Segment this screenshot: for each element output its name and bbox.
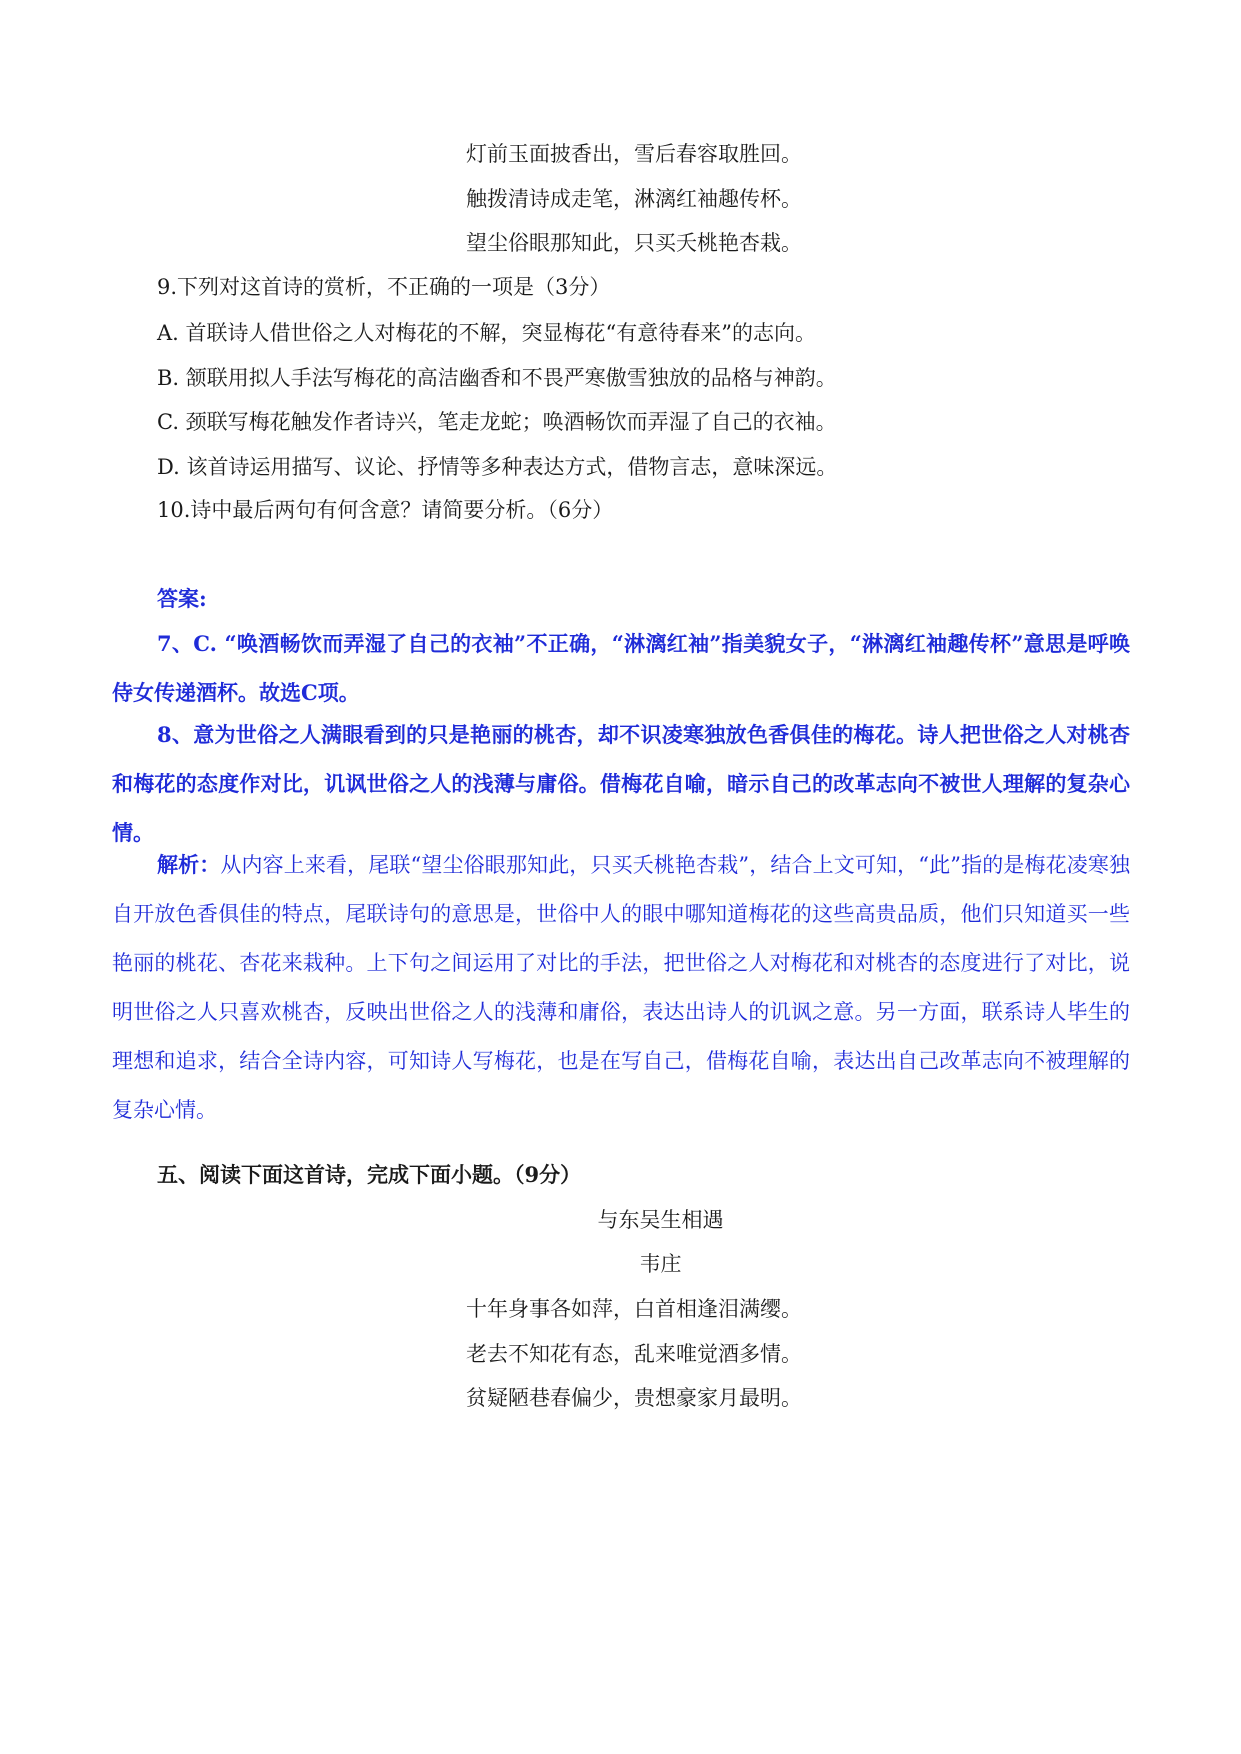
poem-line: 触拨清诗成走笔，淋漓红袖趣传杯。: [466, 187, 802, 211]
poem-line: 老去不知花有态，乱来唯觉酒多情。: [466, 1342, 802, 1366]
question-9-stem: 9.下列对这首诗的赏析，不正确的一项是（3分）: [157, 275, 611, 299]
poem-line: 十年身事各如萍，白首相逢泪满缨。: [466, 1297, 802, 1321]
poem-line: 灯前玉面披香出，雪后春容取胜回。: [466, 142, 802, 166]
answers-heading: 答案:: [157, 586, 207, 611]
poem-title: 与东吴生相遇: [597, 1208, 724, 1232]
answer-8: 8、意为世俗之人满眼看到的只是艳丽的桃杏，却不识凌寒独放色香俱佳的梅花。诗人把世俗之人对桃杏和梅花的态度作对比，讥讽世俗之人的浅薄与庸俗。借梅花自喻，暗示自己的改革志向不被世人理解的复杂心情。: [112, 722, 1130, 845]
question-10-stem: 10.诗中最后两句有何含意？请简要分析。（6分）: [157, 498, 614, 522]
question-9-option-d: D. 该首诗运用描写、议论、抒情等多种表达方式，借物言志，意味深远。: [157, 455, 838, 479]
question-9-option-b: B. 颔联用拟人手法写梅花的高洁幽香和不畏严寒傲雪独放的品格与神韵。: [157, 366, 837, 390]
poem-author: 韦庄: [639, 1252, 682, 1276]
poem-line: 贫疑陋巷春偏少，贵想豪家月最明。: [466, 1386, 802, 1410]
analysis-paragraph: [112, 840, 1130, 1135]
analysis-label: 解析：: [157, 852, 221, 877]
analysis-text: 从内容上来看，尾联“望尘俗眼那知此，只买夭桃艳杏栽”，结合上文可知，“此”指的是梅花凌寒独自开放色香俱佳的特点，尾联诗句的意思是，世俗中人的眼中哪知道梅花的这些高贵品质，他们只知道买一些艳丽的桃花、杏花来栽种。上下句之间运用了对比的手法，把世俗之人对梅花和对桃杏的态度进行了对比，说明世俗之人只喜欢桃杏，反映出世俗之人的浅薄和庸俗，表达出诗人的讥讽之意。另一方面，联系诗人毕生的理想和追求，结合全诗内容，可知诗人写梅花，也是在写自己，借梅花自喻，表达出自己改革志向不被理解的复杂心情。: [112, 853, 1130, 1122]
answer-7: 7、C. “唤酒畅饮而弄湿了自己的衣袖”不正确，“淋漓红袖”指美貌女子，“淋漓红袖趣传杯”意思是呼唤侍女传递酒杯。故选C项。: [112, 631, 1130, 705]
poem-line: 望尘俗眼那知此，只买夭桃艳杏栽。: [466, 231, 802, 255]
question-9-option-a: A. 首联诗人借世俗之人对梅花的不解，突显梅花“有意待春来”的志向。: [157, 321, 816, 345]
section-5-heading: 五、阅读下面这首诗，完成下面小题。（9分）: [157, 1162, 582, 1187]
question-9-option-c: C. 颈联写梅花触发作者诗兴，笔走龙蛇；唤酒畅饮而弄湿了自己的衣袖。: [157, 410, 837, 434]
